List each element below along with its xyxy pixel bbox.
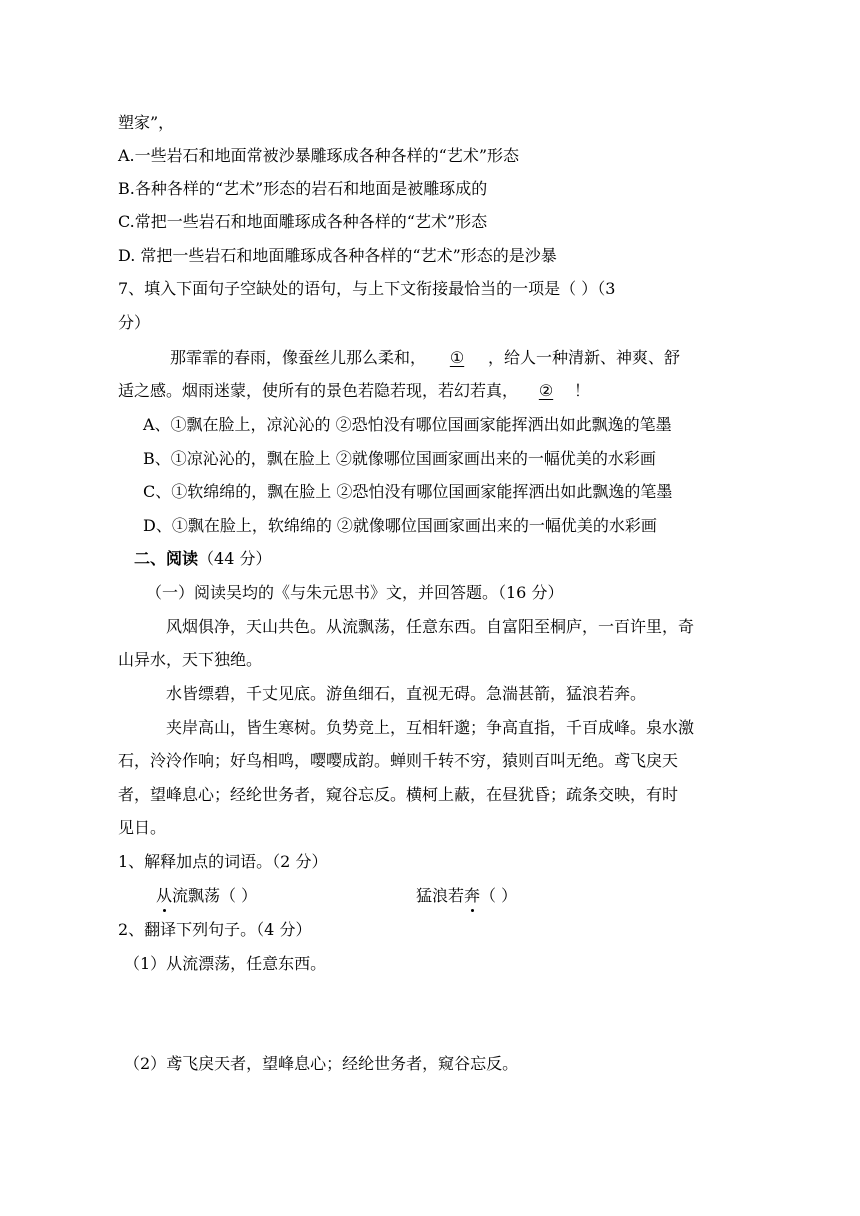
q6-option-a: A.一些岩石和地面常被沙暴雕琢成各种各样的“艺术”形态 — [118, 146, 520, 165]
question-1-item-1 — [156, 885, 257, 907]
q7-option-c: C、①软绵绵的，飘在脸上 ②恐怕没有哪位国画家能挥洒出如此飘逸的笔墨 — [143, 482, 673, 501]
reading-1-intro: （一）阅读吴均的《与朱元思书》文，并回答题。（16 分） — [146, 583, 564, 602]
dotted-character: 奔 — [464, 886, 481, 905]
q7-option-d: D、①飘在脸上，软绵绵的 ②就像哪位国画家画出来的一幅优美的水彩画 — [143, 516, 657, 535]
passage-p3-line2: 石，泠泠作响；好鸟相鸣，嘤嘤成韵。蝉则千转不穷，猿则百叫无绝。鸢飞戾天 — [118, 751, 679, 770]
q7-stem-line2: 分） — [118, 313, 151, 332]
question-1-item-2 — [416, 885, 517, 907]
q7-blank-2: ② — [538, 381, 554, 400]
passage-p2-line1: 水皆缥碧，千丈见底。游鱼细石，直视无碍。急湍甚箭，猛浪若奔。 — [166, 684, 647, 703]
section-2-title: 二、阅读 — [134, 549, 199, 568]
dotted-character: 从 — [156, 886, 173, 905]
section-2-points: （44 分） — [198, 549, 272, 568]
passage-p3-line1: 夹岸高山，皆生寒树。负势竞上，互相轩邈；争高直指，千百成峰。泉水激 — [166, 718, 695, 737]
q7-passage-text: 适之感。烟雨迷蒙，使所有的景色若隐若现，若幻若真， — [118, 381, 519, 400]
q7-passage-text: ，给人一种清新、神爽、舒 — [488, 348, 681, 367]
q7-option-a: A、①飘在脸上，凉沁沁的 ②恐怕没有哪位国画家能挥洒出如此飘逸的笔墨 — [143, 415, 672, 434]
q7-passage-text: ！ — [574, 381, 591, 400]
question-1-item-2-text: 猛浪若 — [416, 886, 465, 905]
q7-passage-text: 那霏霏的春雨，像蚕丝儿那么柔和， — [170, 348, 427, 367]
question-1-item-1-text: 流飘荡（ ） — [172, 886, 258, 905]
passage-p3-line4: 见日。 — [118, 818, 167, 837]
q7-blank-1: ① — [449, 348, 465, 367]
q7-stem-line1: 7、填入下面句子空缺处的语句，与上下文衔接最恰当的一项是（ ）（3 — [118, 279, 616, 298]
question-1-stem: 1、解释加点的词语。（2 分） — [118, 852, 328, 871]
q7-option-b: B、①凉沁沁的，飘在脸上 ②就像哪位国画家画出来的一幅优美的水彩画 — [143, 449, 656, 468]
q7-passage-line2 — [118, 380, 590, 402]
passage-p1-line2: 山异水，天下独绝。 — [118, 650, 263, 669]
question-2-stem: 2、翻译下列句子。（4 分） — [118, 920, 312, 939]
passage-p1-line1: 风烟俱净，天山共色。从流飘荡，任意东西。自富阳至桐庐，一百许里，奇 — [166, 617, 695, 636]
question-2-sentence-1: （1）从流漂荡，任意东西。 — [124, 954, 327, 973]
q6-option-b: B.各种各样的“艺术”形态的岩石和地面是被雕琢成的 — [118, 179, 488, 198]
q6-option-c: C.常把一些岩石和地面雕琢成各种各样的“艺术”形态 — [118, 212, 488, 231]
question-1-item-2-blank: （ ） — [480, 886, 518, 905]
q6-tail: 塑家”， — [118, 113, 175, 132]
q7-passage-line1 — [170, 347, 680, 369]
question-2-sentence-2: （2）鸢飞戾天者，望峰息心；经纶世务者，窥谷忘反。 — [124, 1054, 519, 1073]
section-2-heading — [134, 548, 271, 570]
q6-option-d: D. 常把一些岩石和地面雕琢成各种各样的“艺术”形态的是沙暴 — [118, 246, 557, 265]
passage-p3-line3: 者，望峰息心；经纶世务者，窥谷忘反。横柯上蔽，在昼犹昏；疏条交映，有时 — [118, 785, 679, 804]
